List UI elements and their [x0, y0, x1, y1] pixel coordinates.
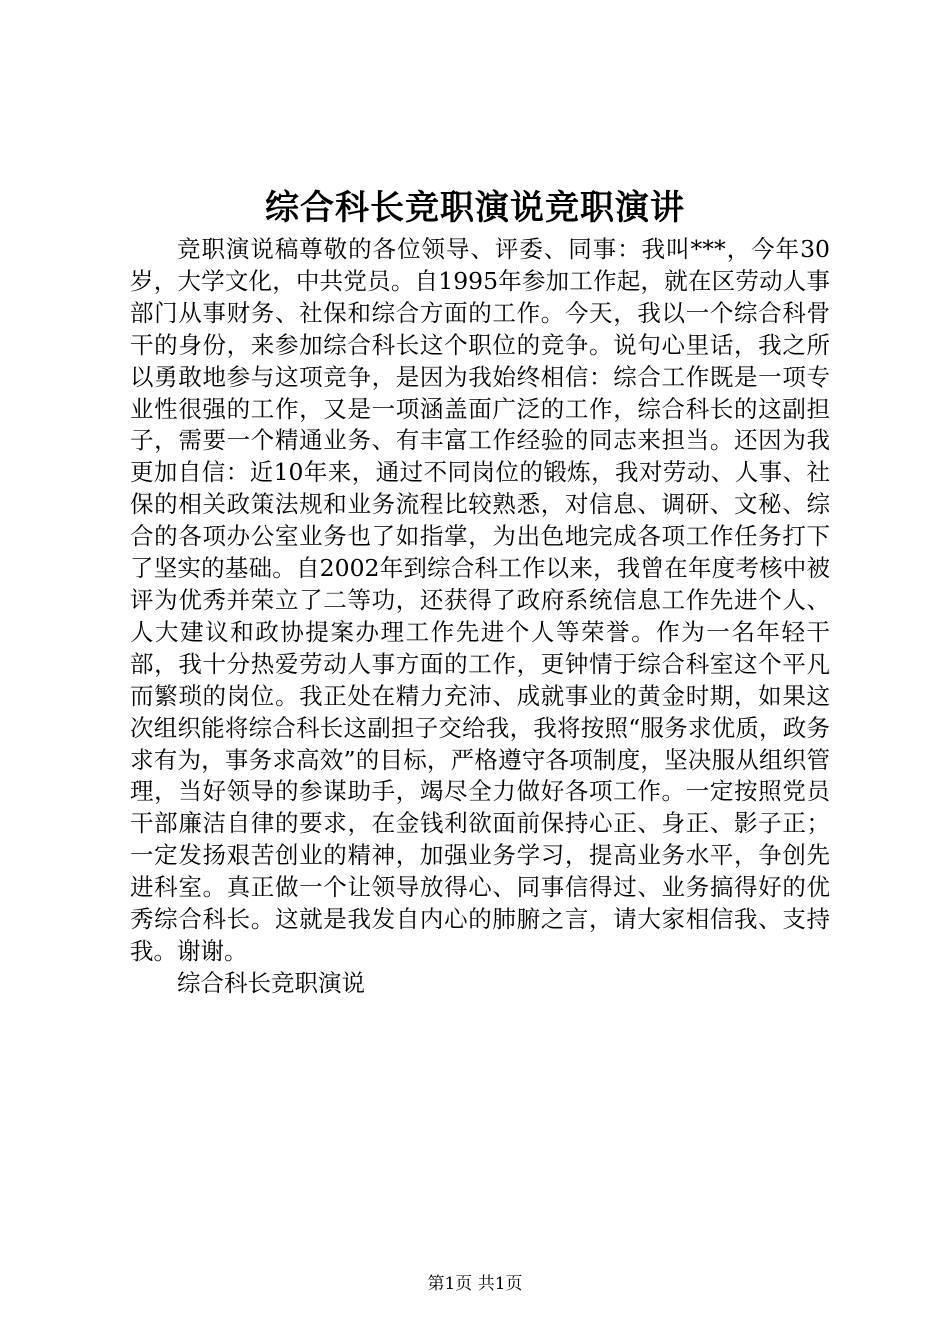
page-number-footer: 第1页 共1页: [427, 1274, 523, 1294]
body-paragraph: 竞职演说稿尊敬的各位领导、评委、同事：我叫***，今年30岁，大学文化，中共党员。自1995年参加工作起，就在区劳动人事部门从事财务、社保和综合方面的工作。今天，我以一个综合科骨干的身份，来参加综合科长这个职位的竞争。说句心里话，我之所以勇敢地参与这项竞争，是因为我始终相信：综合工作既是一项专业性很强的工作，又是一项涵盖面广泛的工作，综合科长的这副担子，需要一个精通业务、有丰富工作经验的同志来担当。还因为我更加自信：近10年来，通过不同岗位的锻炼，我对劳动、人事、社保的相关政策法规和业务流程比较熟悉，对信息、调研、文秘、综合的各项办公室业务也了如指掌，为出色地完成各项工作任务打下了坚实的基础。自2002年到综合科工作以来，我曾在年度考核中被评为优秀并荣立了二等功，还获得了政府系统信息工作先进个人、人大建议和政协提案办理工作先进个人等荣誉。作为一名年轻干部，我十分热爱劳动人事方面的工作，更钟情于综合科室这个平凡而繁琐的岗位。我正处在精力充沛、成就事业的黄金时期，如果这次组织能将综合科长这副担子交给我，我将按照“服务求优质，政务求有为，事务求高效”的目标，严格遵守各项制度，坚决服从组织管理，当好领导的参谋助手，竭尽全力做好各项工作。一定按照党员干部廉洁自律的要求，在金钱利欲面前保持心正、身正、影子正；一定发扬艰苦创业的精神，加强业务学习，提高业务水平，争创先进科室。真正做一个让领导放得心、同事信得过、业务搞得好的优秀综合科长。这就是我发自内心的肺腑之言，请大家相信我、支持我。谢谢。: [130, 235, 830, 965]
document-body: [130, 234, 830, 1000]
closing-line: 综合科长竞职演说: [177, 968, 365, 997]
document-title: 综合科长竞职演说竞职演讲: [265, 188, 685, 228]
